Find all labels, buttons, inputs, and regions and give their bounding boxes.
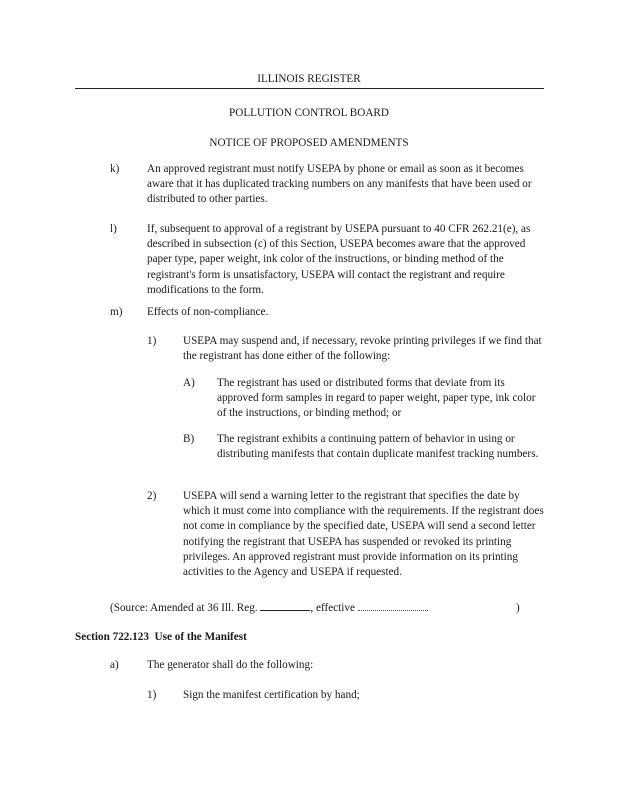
section-heading: Section 722.123 Use of the Manifest [75,631,247,643]
subsection-k-marker: k) [110,163,120,175]
item-m2-marker: 2) [147,490,157,502]
subsection-m-marker: m) [110,306,123,318]
subsection-m-text: Effects of non-compliance. [147,306,269,318]
header-divider [75,88,544,89]
source-close: ) [516,602,520,614]
item-m1A-marker: A) [183,377,195,389]
item-m1-marker: 1) [147,335,157,347]
section-a1-marker: 1) [147,689,157,701]
board-title: POLLUTION CONTROL BOARD [229,107,389,119]
item-m2-text: USEPA will send a warning letter to the registrant that specifies the date by which it must come into compliance with the requirements. If the registrant does not come in compliance by the specified date, USEPA will send a second letter notifying the registrant that USEPA has suspended or revoked its printing privileges. An approved registrant must provide information on its printing activities to the Agency and USEPA if requested. [183,490,544,579]
subsection-k-text: An approved registrant must notify USEPA by phone or email as soon as it becomes aware that it has duplicated tracking numbers on any manifests that have been used or distributed to other parties. [147,163,532,206]
item-m1-text: USEPA may suspend and, if necessary, revoke printing privileges if we find that the registrant has done either of the following: [183,335,542,363]
subsection-l-text: If, subsequent to approval of a registrant by USEPA pursuant to 40 CFR 262.21(e), as described in subsection (c) of this Section, USEPA becomes aware that the approved paper type, paper weight, ink color of the instructions, or binding method of the registrant's form is unsatisfactory, USEPA will contact the registrant and require modifications to the form. [147,223,531,296]
subsection-l-marker: l) [110,223,117,235]
register-title: ILLINOIS REGISTER [257,73,361,85]
item-m1B-marker: B) [183,433,195,445]
notice-title: NOTICE OF PROPOSED AMENDMENTS [209,137,409,149]
source-prefix: (Source: Amended at 36 Ill. Reg. [110,602,258,614]
register-page-blank [260,601,310,611]
section-a-text: The generator shall do the following: [147,659,314,671]
item-m1A-text: The registrant has used or distributed forms that deviate from its approved form samples in regard to paper weight, paper type, ink color of the instructions, or binding method; or [217,377,536,420]
source-note [110,601,428,616]
section-a-marker: a) [110,659,119,671]
source-effective: , effective [310,602,355,614]
effective-date-blank [358,601,428,611]
section-a1-text: Sign the manifest certification by hand; [183,689,360,701]
item-m1B-text: The registrant exhibits a continuing pattern of behavior in using or distributing manifests that contain duplicate manifest tracking numbers. [217,433,539,461]
